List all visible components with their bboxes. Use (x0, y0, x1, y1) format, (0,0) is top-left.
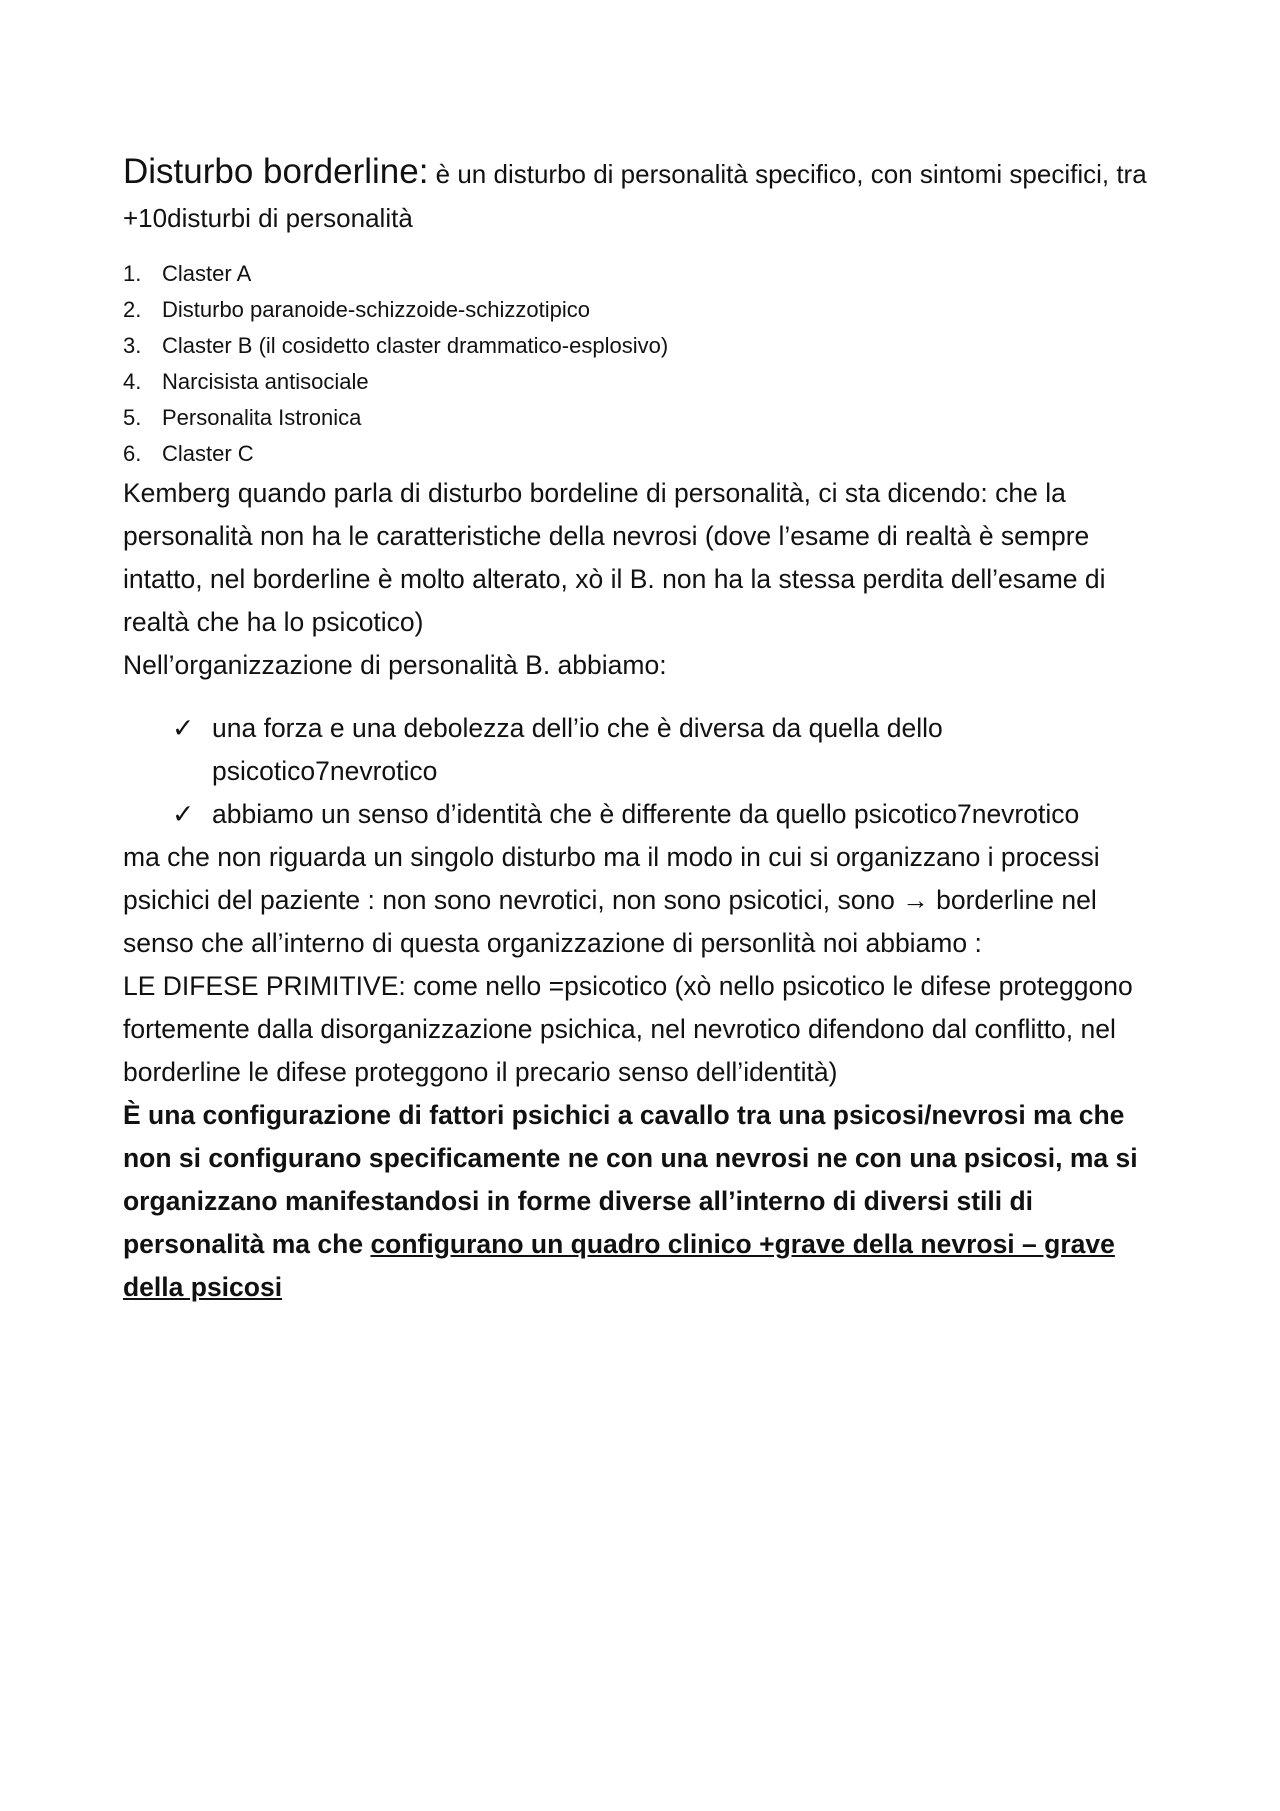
conclusion-text: È una configurazione di fattori psichici a cavallo tra una psicosi/nevrosi ma che non si configurano specificamente ne con una nevrosi ne con una psicosi, ma si organizzano manifestandosi in forme diverse all’interno di diversi stili di personalità ma che (123, 1100, 1138, 1259)
checklist-text: abbiamo un senso d’identità che è differente da quello psicotico7nevrotico (212, 799, 1080, 829)
list-number: 6. (123, 441, 142, 466)
list-number: 1. (123, 261, 142, 286)
list-item (123, 436, 1173, 472)
list-text: Disturbo paranoide-schizzoide-schizzotipico (162, 297, 590, 322)
list-text: Claster B (il cosidetto claster drammatico-esplosivo) (162, 333, 669, 358)
right-arrow-icon: → (902, 885, 929, 915)
checkmark-list (123, 707, 1173, 836)
list-item (123, 328, 1173, 364)
list-number: 2. (123, 297, 142, 322)
list-text: Claster C (162, 441, 254, 466)
conclusion-underlined-text: configurano un quadro clinico +grave della nevrosi – grave della psicosi (123, 1229, 1115, 1302)
paragraph-ma-che-continuation: borderline nel senso che all’interno di questa organizzazione di personlità noi abbiamo : (123, 885, 1097, 958)
paragraph-organizzazione: Nell’organizzazione di personalità B. abbiamo: (123, 650, 667, 680)
checklist-text: una forza e una debolezza dell’io che è diversa da quella dello psicotico7nevrotico (212, 713, 943, 786)
paragraph-kemberg: Kemberg quando parla di disturbo bordeline di personalità, ci sta dicendo: che la personalità non ha le caratteristiche della nevrosi (dove l’esame di realtà è sempre intatto, nel borderline è molto alterato, xò il B. non ha la stessa perdita dell’esame di realtà che ha lo psicotico) (123, 478, 1106, 637)
heading-text: è un disturbo di personalità specifico, con sintomi specifici, tra +10disturbi di personalità (123, 159, 1147, 233)
checklist-item (123, 793, 1173, 836)
numbered-list (123, 256, 1173, 472)
paragraph-conclusion (123, 1094, 1173, 1309)
paragraph-ma-che-text: ma che non riguarda un singolo disturbo ma il modo in cui si organizzano i processi psichici del paziente : non sono nevrotici, non sono psicotici, sono (123, 842, 1100, 915)
list-text: Personalita Istronica (162, 405, 362, 430)
list-number: 5. (123, 405, 142, 430)
list-number: 4. (123, 369, 142, 394)
paragraph-difese-primitive: LE DIFESE PRIMITIVE: come nello =psicotico (xò nello psicotico le difese proteggono fortemente dalla disorganizzazione psichica, nel nevrotico difendono dal conflitto, nel borderline le difese proteggono il precario senso dell’identità) (123, 971, 1133, 1087)
list-item (123, 292, 1173, 328)
checkmark-icon: ✓ (172, 713, 195, 743)
list-text: Narcisista antisociale (162, 369, 369, 394)
checkmark-icon: ✓ (172, 799, 195, 829)
paragraph-ma-che (123, 836, 1173, 965)
checklist-item (123, 707, 1173, 793)
heading-title: Disturbo borderline: (123, 152, 429, 191)
list-item (123, 400, 1173, 436)
heading-paragraph (123, 150, 1173, 240)
list-item (123, 256, 1173, 292)
list-text: Claster A (162, 261, 252, 286)
list-number: 3. (123, 333, 142, 358)
list-item (123, 364, 1173, 400)
document-content (123, 150, 1173, 1309)
